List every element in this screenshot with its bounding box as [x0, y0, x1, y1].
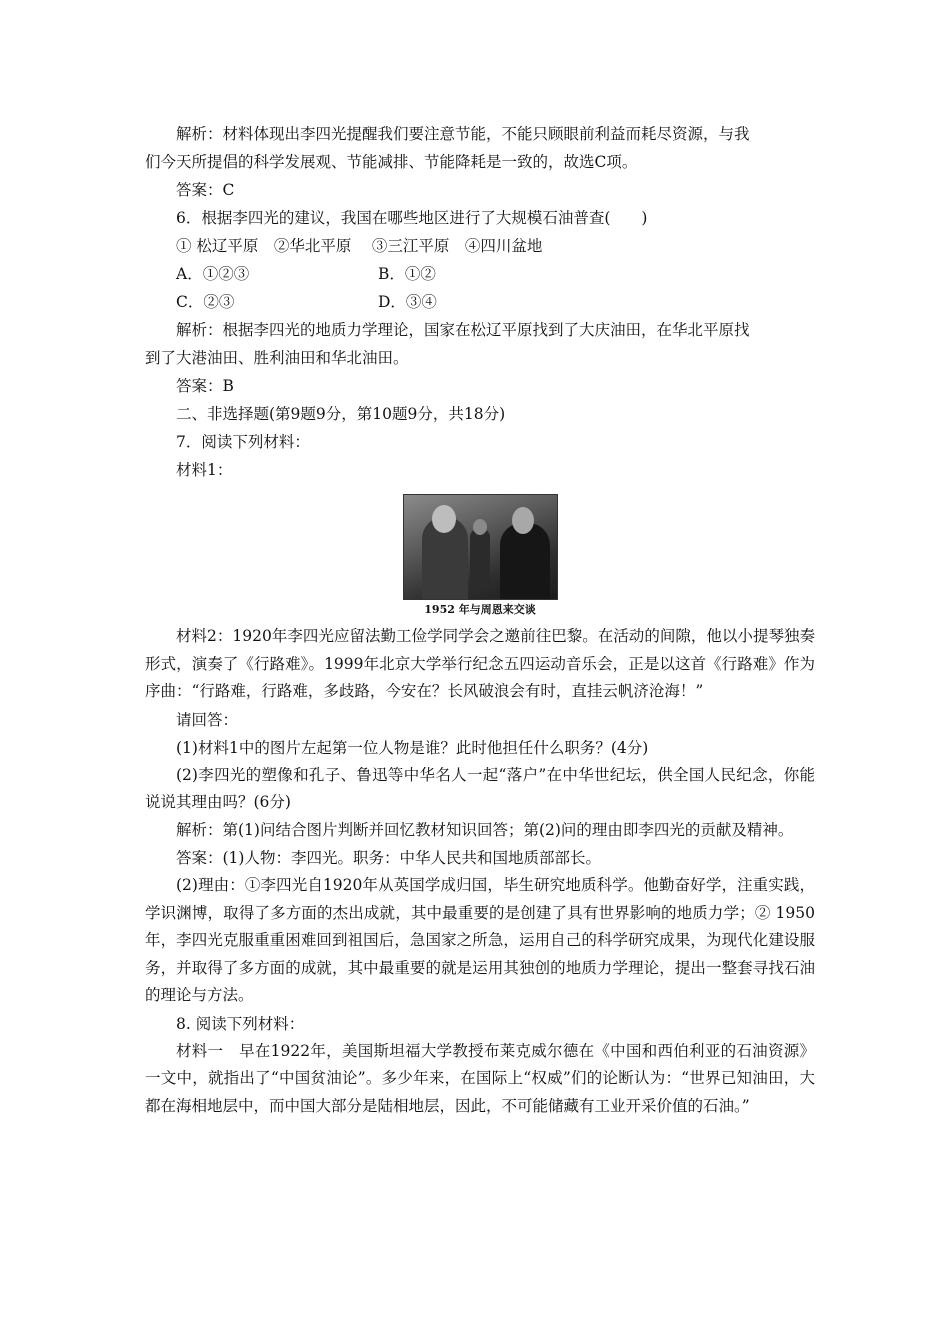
analysis-6-line-1: 解析：根据李四光的地质力学理论，国家在松辽平原找到了大庆油田，在华北平原找 [176, 321, 750, 339]
question-8: 8. 阅读下列材料： [176, 1014, 305, 1033]
question-6-options-row-1 [145, 260, 815, 288]
please-answer: 请回答： [176, 710, 239, 729]
question-6-items: ① 松辽平原 ②华北平原 ③三江平原 ④四川盆地 [176, 237, 543, 255]
question-7: 7．阅读下列材料： [176, 433, 310, 451]
question-6: 6．根据李四光的建议，我国在哪些地区进行了大规模石油普查( ) [176, 209, 648, 227]
sub-question-2: (2)李四光的塑像和孔子、鲁迅等中华名人一起“落户”在中华世纪坛，供全国人民纪念，你能说说其理由吗？(6分) [145, 765, 815, 811]
answer-5: 答案：C [176, 181, 235, 199]
analysis-7: 解析：第(1)问结合图片判断并回忆教材知识回答；第(2)问的理由即李四光的贡献及精神。 [176, 820, 794, 839]
document-page [145, 120, 815, 1120]
material-1-figure [145, 494, 815, 617]
option-b: B．①② [378, 265, 436, 283]
material-1-label: 材料1： [176, 461, 233, 479]
answer-6: 答案：B [176, 377, 234, 395]
analysis-5-line-2: 们今天所提倡的科学发展观、节能减排、节能降耗是一致的，故选C项。 [145, 153, 638, 171]
option-c: C．②③ [176, 293, 235, 311]
option-a: A．①②③ [176, 265, 250, 283]
answer-7-part-2: (2)理由：①李四光自1920年从英国学成归国，毕生研究地质科学。他勤奋好学，注重实践，学识渊博，取得了多方面的杰出成就，其中最重要的是创建了具有世界影响的地质力学；② 1950年，李四光克服重重困难回到祖国后，急国家之所急，运用自己的科学研究成果，为现代化建设服务，并取得了多方面的成就，其中最重要的就是运用其独创的地质力学理论，提出一整套寻找石油的理论与方法。 [145, 876, 815, 1004]
historical-photo [403, 494, 558, 600]
section-2-heading: 二、非选择题(第9题9分，第10题9分，共18分) [176, 405, 506, 423]
answer-7-part-1: 答案：(1)人物：李四光。职务：中华人民共和国地质部部长。 [176, 849, 601, 867]
option-d: D．③④ [378, 293, 437, 311]
analysis-6-line-2: 到了大港油田、胜利油田和华北油田。 [145, 349, 409, 367]
sub-question-1: (1)材料1中的图片左起第一位人物是谁？此时他担任什么职务？(4分) [176, 738, 649, 757]
analysis-5-line-1: 解析：材料体现出李四光提醒我们要注意节能，不能只顾眼前利益而耗尽资源，与我 [176, 125, 750, 143]
material-8-1: 材料一 早在1922年，美国斯坦福大学教授布莱克威尔德在《中国和西伯利亚的石油资源》一文中，就指出了“中国贫油论”。多少年来，在国际上“权威”们的论断认为：“世界已知油田，大都在海相地层中，而中国大部分是陆相地层，因此，不可能储藏有工业开采价值的石油。” [145, 1041, 815, 1115]
material-2: 材料2：1920年李四光应留法勤工俭学同学会之邀前往巴黎。在活动的间隙，他以小提琴独奏形式，演奏了《行路难》。1999年北京大学举行纪念五四运动音乐会，正是以这首《行路难》作为序曲：“行路难，行路难，多歧路，今安在？长风破浪会有时，直挂云帆济沧海！” [145, 627, 815, 700]
question-6-options-row-2 [145, 288, 815, 316]
photo-caption: 1952 年与周恩来交谈 [424, 603, 536, 616]
